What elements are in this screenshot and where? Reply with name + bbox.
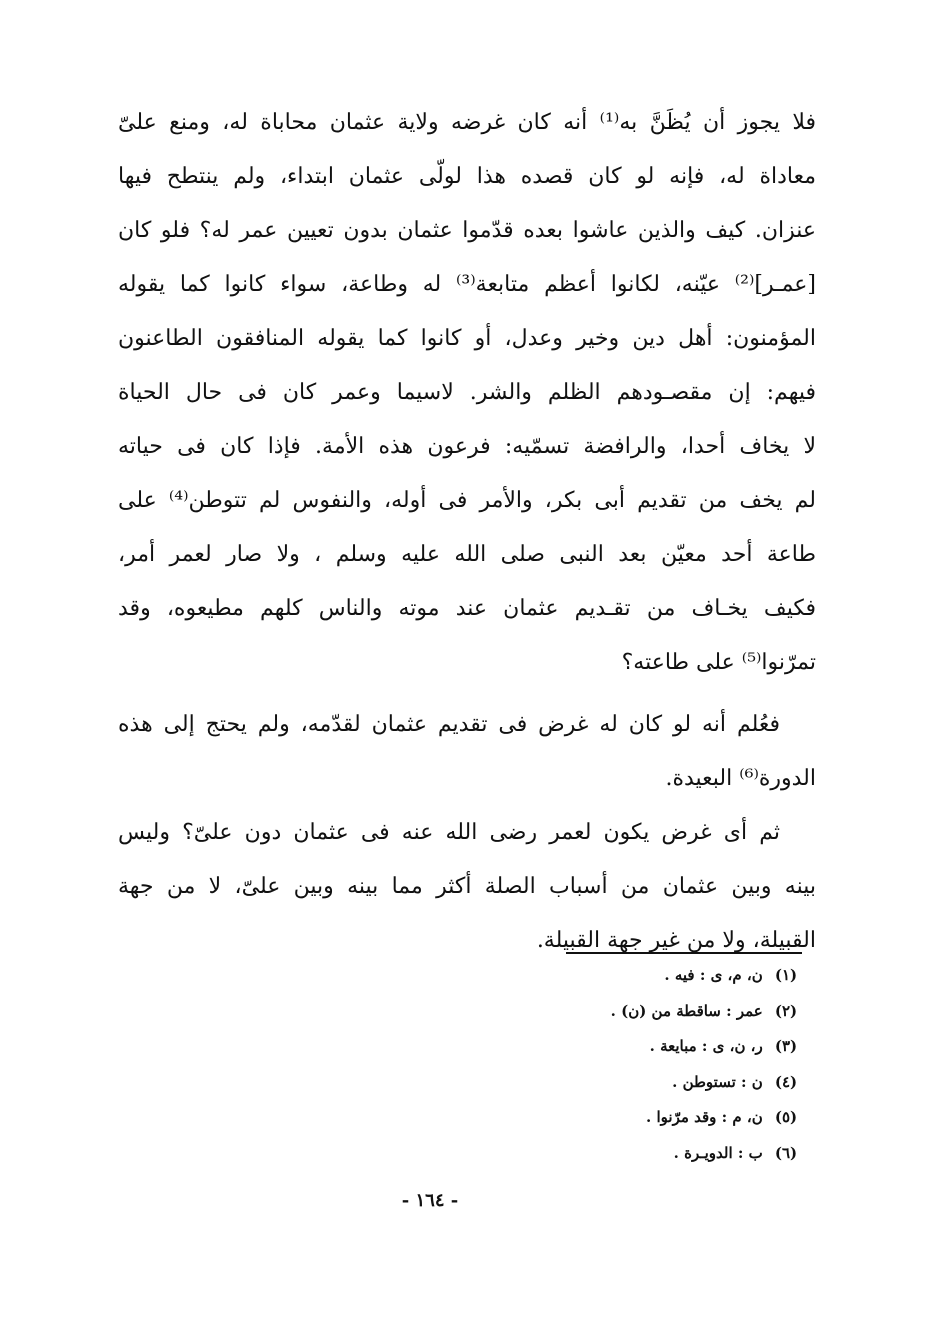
- footnotes: [560, 958, 804, 1171]
- footnote: [560, 958, 804, 994]
- page-number: - ١٦٤ -: [401, 1190, 459, 1211]
- text-line: معاداة له، فإنه لو كان قصده هذا لولّى عثمان ابتداء، ولم ينتطح فيها: [118, 164, 816, 189]
- footnote-number: (٦): [774, 1143, 798, 1162]
- text-line: فعُلم أنه لو كان له غرض فى تقديم عثمان لقدّمه، ولم يحتج إلى هذه: [118, 712, 780, 737]
- footnote-text: ن : تستوطن .: [672, 1072, 763, 1091]
- footnote-number: (٥): [774, 1108, 798, 1126]
- text-line: [عمـر]⁽²⁾ عيّنه، لكانوا أعظم متابعة⁽³⁾ له وطاعة، سواء كانوا كما يقوله: [118, 272, 816, 297]
- text-line: طاعة أحد معيّن بعد النبى صلى الله عليه وسلم ، ولا صار لعمر أمر،: [118, 542, 816, 567]
- text-line: المؤمنون: أهل دين وخير وعدل، أو كانوا كما يقوله المنافقون الطاعنون: [118, 326, 816, 351]
- footnote: [560, 1029, 804, 1065]
- footnote-text: ن، م : وقد مرّنوا .: [646, 1108, 763, 1126]
- text-line: عنزان. كيف والذين عاشوا بعده قدّموا عثمان بدون تعيين عمر له؟ فلو كان: [118, 218, 816, 243]
- footnote-number: (٤): [774, 1072, 798, 1091]
- footnote-number: (٣): [774, 1037, 798, 1055]
- footnote-text: عمر : ساقطة من (ن) .: [610, 1001, 763, 1020]
- text-line: لا يخاف أحدا، والرافضة تسمّيه: فرعون هذه الأمة. فإذا كان فى حياته: [118, 434, 816, 459]
- footnote: [560, 1136, 804, 1172]
- footnote-text: ن، م، ى : فيه .: [664, 966, 763, 984]
- text-line: بينه وبين عثمان من أسباب الصلة أكثر مما بينه وبين علىّ، لا من جهة: [118, 874, 816, 899]
- footnote-text: ب : الدويـرة .: [673, 1143, 763, 1162]
- footnote-number: (١): [774, 966, 798, 984]
- footnote: [560, 1065, 804, 1101]
- footnote-number: (٢): [774, 1001, 798, 1020]
- footnote-separator: [566, 952, 802, 954]
- footnote: [560, 1100, 804, 1136]
- text-line: ثم أى غرض يكون لعمر رضى الله عنه فى عثمان دون علىّ؟ وليس: [118, 820, 780, 845]
- text-line: لم يخف من تقديم أبى بكر، والأمر فى أوله، والنفوس لم تتوطن⁽⁴⁾ على: [118, 488, 816, 513]
- text-line: فكيف يخـاف من تقـديم عثمان عند موته والناس كلهم مطيعوه، وقد: [118, 596, 816, 621]
- text-line: تمرّنوا⁽⁵⁾ على طاعته؟: [621, 650, 816, 675]
- main-text: [118, 96, 816, 968]
- footnote: [560, 994, 804, 1030]
- text-line: فلا يجوز أن يُظَنَّ به⁽¹⁾ أنه كان غرضه ولاية عثمان محاباة له، ومنع علىّ: [118, 110, 816, 135]
- text-line: القبيلة، ولا من غير جهة القبيلة.: [536, 928, 816, 953]
- paragraph-gap: [118, 690, 816, 698]
- footnote-text: ر، ن، ى : مبايعة .: [649, 1037, 763, 1055]
- text-line: الدورة⁽⁶⁾ البعيدة.: [665, 766, 816, 791]
- text-line: فيهم: إن مقصـودهم الظلم والشر. لاسيما وعمر كان فى حال الحياة: [118, 380, 816, 405]
